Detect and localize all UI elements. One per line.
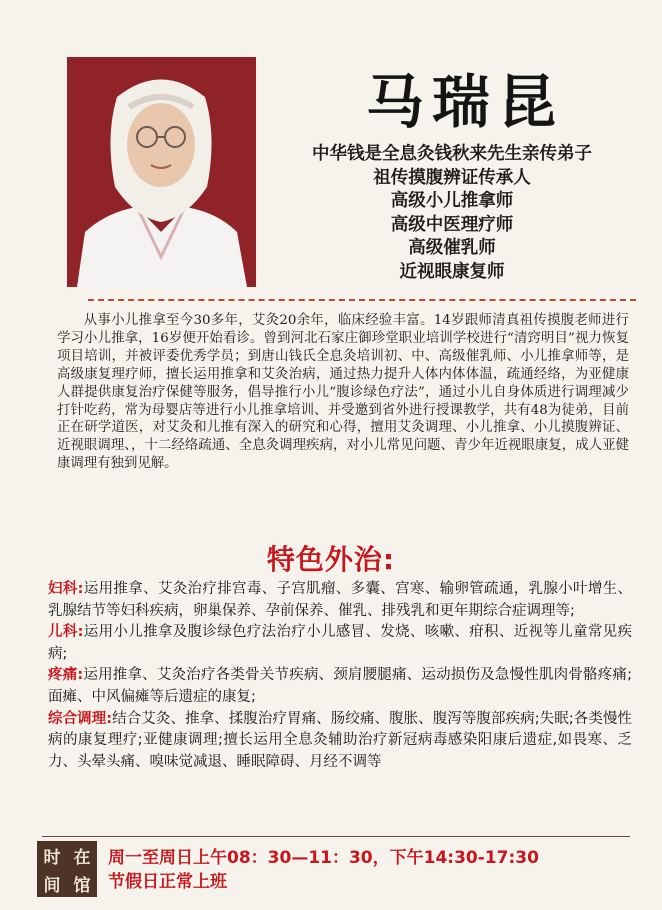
badge-char: 时: [43, 847, 61, 868]
credential-item: 近视眼康复师: [399, 261, 505, 282]
footer-divider: [42, 836, 630, 837]
doctor-name: 马瑞昆: [365, 68, 564, 136]
credential-item: 祖传摸腹辨证传承人: [373, 167, 531, 188]
service-item: [48, 579, 632, 622]
credential-item: 高级催乳师: [408, 238, 496, 258]
badge-char: 在: [73, 847, 91, 868]
opening-hours: [108, 846, 628, 894]
service-text: 结合艾灸、推拿、揉腹治疗胃痛、肠绞痛、腹胀、腹泻等腹部疾病;失眠;各类慢性病的康复理疗;亚健康调理;擅长运用全息灸辅助治疗新冠病毒感染阳康后遗症,如畏寒、乏力、头晕头痛、嗅味觉减退、睡眠障碍、月经不调等: [48, 710, 632, 770]
credential-list: [262, 143, 642, 284]
biography-paragraph: 从事小儿推拿至今30多年，艾灸20余年，临床经验丰富。14岁跟师清真祖传摸腹老师进行学习小儿推拿，16岁便开始看诊。曾到河北石家庄御珍堂职业培训学校进行“清窍明目”视力恢复项目培训，并被评委优秀学员；到唐山钱氏全息灸培训初、中、高级催乳师、小儿推拿师等，是高级康复理疗师，擅长运用推拿和艾灸治病，通过热力提升人体内体体温，疏通经络，为亚健康人群提供康复治疗保健等服务，倡导推行小儿“腹诊绿色疗法”，通过小儿自身体质进行调理减少打针吃药，常为母婴店等进行小儿推拿培训、并受邀到省外进行授课教学，共有48为徒弟，目前正在研学道医，对艾灸和儿推有深入的研究和心得，擅用艾灸调理、小儿推拿、小儿摸腹辨证、近视眼调理、，十二经络疏通、全息灸调理疾病，对小儿常见问题、青少年近视眼康复，成人亚健康调理有独到见解。: [57, 313, 629, 472]
hours-weekly: 周一至周日上午08：30—11：30，下午14:30-17:30: [108, 848, 539, 868]
doctor-portrait: [67, 57, 256, 287]
service-label: 儿科:: [48, 624, 84, 641]
service-label: 妇科:: [48, 581, 84, 597]
badge-char: 馆: [73, 875, 91, 896]
service-item: [48, 665, 632, 708]
credential-item: 中华钱是全息灸钱秋来先生亲传弟子: [312, 144, 592, 164]
credential-item: 高级中医理疗师: [390, 214, 514, 235]
service-label: 疼痛:: [48, 667, 84, 684]
service-item: [48, 709, 632, 774]
credential-item: 高级小儿推拿师: [390, 191, 514, 211]
services-list: [48, 579, 632, 773]
hours-badge: [37, 841, 97, 897]
service-text: 运用推拿、艾灸治疗各类骨关节疾病、颈肩腰腿痛、运动损伤及急慢性肌肉骨骼疼痛;面瘫、中风偏瘫等后遗症的康复;: [48, 667, 632, 705]
service-item: [48, 622, 632, 665]
badge-char: 间: [43, 875, 61, 896]
dashed-divider: [88, 299, 636, 301]
service-text: 运用推拿、艾灸治疗排宫毒、子宫肌瘤、多囊、宫寒、输卵管疏通，乳腺小叶增生、乳腺结节等妇科疾病，卵巢保养、孕前保养、催乳、排残乳和更年期综合症调理等;: [48, 581, 632, 619]
hours-holiday: 节假日正常上班: [108, 872, 227, 892]
service-label: 综合调理:: [48, 710, 113, 727]
features-heading: 特色外治:: [266, 543, 396, 576]
service-text: 运用小儿推拿及腹诊绿色疗法治疗小儿感冒、发烧、咳嗽、疳积、近视等儿童常见疾病;: [48, 624, 632, 662]
